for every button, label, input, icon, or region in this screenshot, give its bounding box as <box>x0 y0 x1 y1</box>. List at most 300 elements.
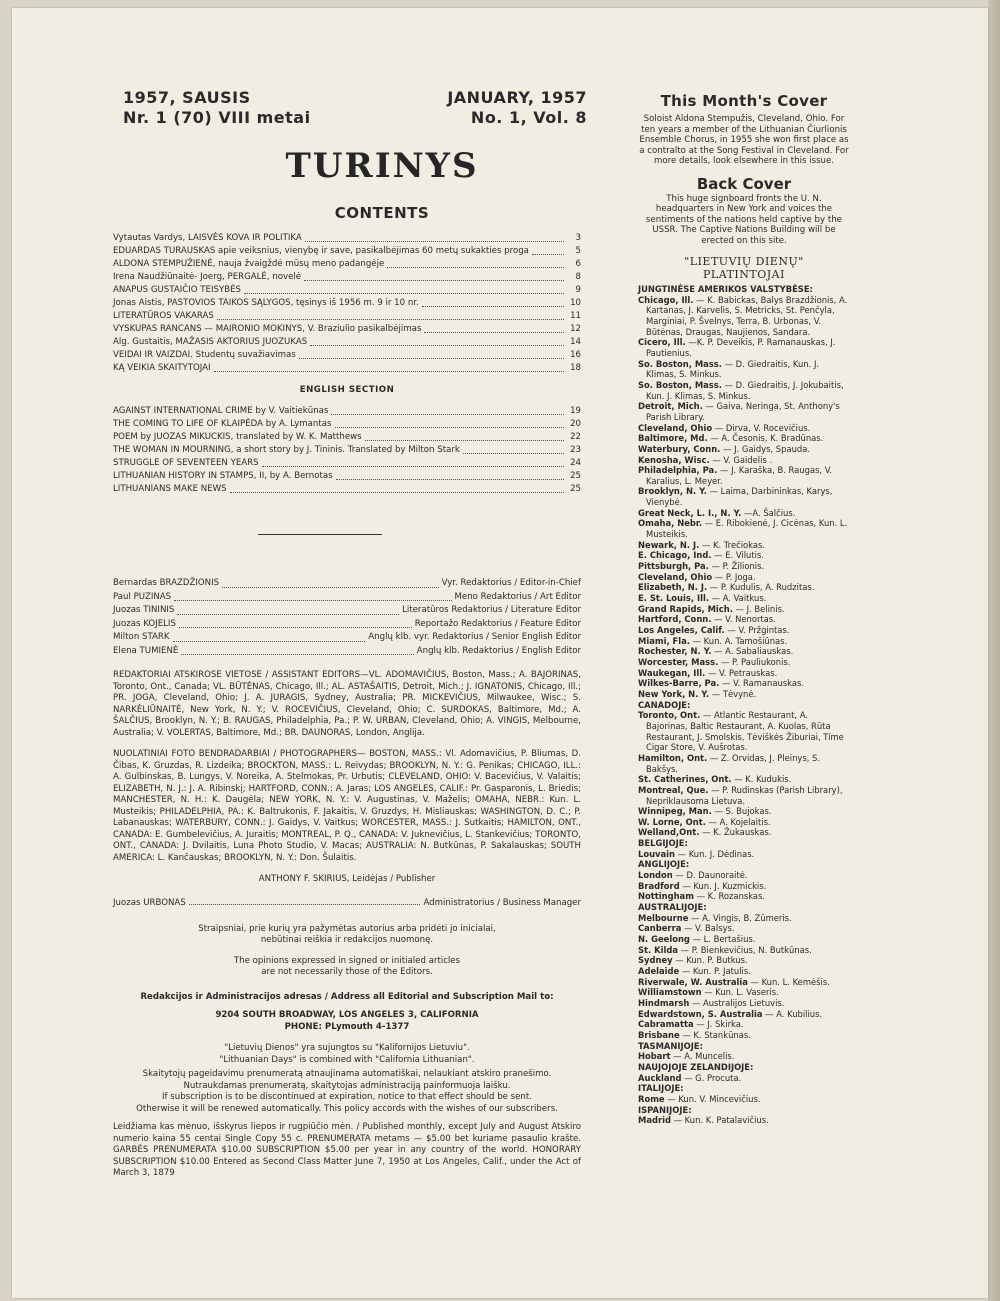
toc-entry-page: 12 <box>570 324 581 334</box>
toc-entry-page: 5 <box>575 246 581 256</box>
disclaimer-lt-line: Straipsniai, prie kurių yra pažymėtas autorius arba pridėti jo inicialai, <box>198 923 496 934</box>
disclaimer-en-line: are not necessarily those of the Editors. <box>261 967 433 977</box>
toc-entry-title: LITHUANIANS MAKE NEWS <box>113 484 227 494</box>
distributor-region: BELGIJOJE: <box>638 838 688 849</box>
distributor-city: Hartford, Conn. <box>638 614 712 625</box>
toc-entry-page: 25 <box>570 471 581 481</box>
distributor-entry <box>638 966 850 977</box>
distributor-entry <box>638 689 850 700</box>
distributor-city: Kenosha, Wisc. <box>638 454 710 465</box>
distributor-region: AUSTRALIJOJE: <box>638 902 707 913</box>
distributor-city: W. Lorne, Ont. <box>638 816 706 827</box>
distributor-city: Wilkes-Barre, Pa. <box>638 678 720 689</box>
distributor-entry <box>638 849 850 860</box>
distributor-entry <box>638 785 850 806</box>
distributor-city: Rochester, N. Y. <box>638 646 712 657</box>
distributor-city: St. Kilda <box>638 944 679 955</box>
distributor-names: — P. Joga. <box>712 571 756 582</box>
staff-role: Meno Redaktorius / Art Editor <box>454 591 581 602</box>
distributor-city: Pittsburgh, Pa. <box>638 561 709 572</box>
staff-name: Juozas KOJELIS <box>113 618 176 629</box>
cover-description: Soloist Aldona Stempužis, Cleveland, Ohio. For ten years a member of the Lithuanian Čiurlionis Ensemble Chorus, in 1955 she won first place as a contralto at the Song Festival in Cleveland. For more details, look elsewhere in this issue. <box>639 114 849 166</box>
toc-entry <box>113 232 581 245</box>
distributor-city: Philadelphia, Pa. <box>638 465 718 476</box>
disclaimer-lt-line: nebūtinai reiškia ir redakcijos nuomonę. <box>260 935 434 945</box>
distributor-city: Elizabeth, N. J. <box>638 582 708 593</box>
distributor-names: — L. Bertašius. <box>689 934 756 945</box>
leader-dots <box>299 357 564 359</box>
back-cover-heading: Back Cover <box>696 174 792 193</box>
distributor-city: Cleveland, Ohio <box>638 422 713 433</box>
distributor-names: — J. Belinis. <box>732 603 785 614</box>
distributor-city: Toronto, Ont. <box>638 710 701 721</box>
distributor-entry <box>638 806 850 817</box>
issue-date-lt: 1957, SAUSIS <box>123 88 251 107</box>
distributor-entry <box>638 572 850 583</box>
toc-entry-page: 10 <box>570 298 581 308</box>
staff-name: Paul PUZINAS <box>113 591 172 602</box>
distributor-entry <box>638 945 850 956</box>
distributors-list <box>638 284 850 1126</box>
toc-entry <box>113 483 581 496</box>
toc-entry <box>113 310 581 323</box>
distributor-entry <box>638 753 850 774</box>
back-cover-description: This huge signboard fronts the U. N. headquarters in New York and voices the sentiments of the nations held captive by the USSR. The Captive Nations Building will be erected on this site. <box>646 193 842 246</box>
distributor-entry <box>638 827 850 838</box>
cover-heading: This Month's Cover <box>660 92 828 110</box>
distributor-city: Brisbane <box>638 1029 680 1040</box>
distributor-names: — Laima, Darbininkas, Karys, Vienybė. <box>646 486 833 508</box>
distributor-entry <box>638 433 850 444</box>
toc-entry-page: 22 <box>570 432 581 442</box>
renewal-note <box>113 1069 581 1115</box>
leader-dots <box>230 491 564 493</box>
toc-entry-page: 9 <box>575 285 581 295</box>
english-section-heading: ENGLISH SECTION <box>299 385 395 395</box>
distributor-city: Cicero, Ill. <box>638 337 686 348</box>
issue-header-lithuanian <box>123 88 311 128</box>
toc-entry-title: ANAPUS GUSTAIČIO TEISYBĖS <box>113 285 241 295</box>
distributor-entry <box>638 678 850 689</box>
distributor-entry <box>638 550 850 561</box>
toc-entry <box>113 457 581 470</box>
staff-entry <box>113 577 581 591</box>
distributor-city: Worcester, Mass. <box>638 656 719 667</box>
distributor-city: Chicago, Ill. <box>638 294 694 305</box>
leader-dots <box>463 452 564 454</box>
leader-dots <box>331 413 564 415</box>
distributor-names: — P. Rudinskas (Parish Library), Nepriklausoma Lietuva. <box>646 784 843 806</box>
distributor-names: — A. Muncelis. <box>670 1051 735 1062</box>
distributor-names: — Gaiva, Neringa, St. Anthony's Parish Library. <box>646 401 840 422</box>
distributor-city: Edwardstown, S. Australia <box>638 1008 763 1019</box>
distributor-names: — V. Balsys. <box>681 923 735 934</box>
distributor-city: St. Catherines, Ont. <box>638 774 732 785</box>
distributor-names: — K. Babickas, Balys Brazdžionis, A. Kartanas, J. Karvelis, S. Metricks, St. Penčyla, Marginiai, P. Švelnys, Terra, B. Urbonas, V. Būtėnas, Draugas, Naujienos, Sandara. <box>646 294 848 337</box>
distributor-city: London <box>638 870 673 881</box>
distributor-names: — Kun. K. Patalavičius. <box>670 1115 769 1126</box>
distributor-names: — P. Pauliukonis. <box>718 656 791 667</box>
disclaimer-en-line: The opinions expressed in signed or initialed articles <box>233 955 461 966</box>
leader-dots <box>532 253 564 255</box>
distributor-city: Hamilton, Ont. <box>638 752 708 763</box>
toc-entry <box>113 336 581 349</box>
distributor-region: ITALIJOJE: <box>638 1083 684 1094</box>
toc-entry <box>113 431 581 444</box>
business-manager-name: Juozas URBONAS <box>113 897 186 908</box>
table-of-contents <box>113 232 581 375</box>
distributor-names: — A. Vingis, B. Zūmeris. <box>688 912 792 923</box>
distributor-entry <box>638 891 850 902</box>
distributor-city: New York, N. Y. <box>638 688 710 699</box>
toc-entry-page: 19 <box>570 406 581 416</box>
distributor-entry <box>638 582 850 593</box>
distributor-entry <box>638 540 850 551</box>
toc-entry <box>113 444 581 457</box>
toc-entry-page: 8 <box>575 272 581 282</box>
distributor-city: Waukegan, Ill. <box>638 667 706 678</box>
distributor-city: Hindmarsh <box>638 997 690 1008</box>
distributor-names: — V. Pržgintas. <box>724 625 790 635</box>
toc-entry <box>113 271 581 284</box>
distributor-city: Miami, Fla. <box>638 635 690 646</box>
staff-name: Juozas TININIS <box>113 605 175 615</box>
leader-dots <box>217 318 564 320</box>
leader-dots <box>179 627 412 628</box>
distributor-names: — K. Žukauskas. <box>699 827 772 838</box>
distributor-entry <box>638 1019 850 1030</box>
toc-entry-page: 14 <box>570 337 581 347</box>
toc-entry-page: 20 <box>570 419 581 429</box>
distributor-names: — K. Kudukis. <box>731 774 792 785</box>
toc-entry-page: 24 <box>570 458 581 468</box>
disclaimer-english <box>113 956 581 979</box>
disclaimer-lithuanian <box>113 924 581 947</box>
distributor-city: Riverwale, W. Australia <box>638 976 748 987</box>
publication-info: Leidžiama kas mėnuo, išskyrus liepos ir rugpiūčio mėn. / Published monthly, except July and August Atskiro numerio kaina 55 centai Single Copy 55 c. PRENUMERATA metams — $5.00 bet kuriame pasaulio krašte. GARBĖS PRENUMERATA $10.00 SUBSCRIPTION $5.00 per year in any country of the world. HONORARY SUBSCRIPTION $10.00 Entered as Second Class Matter June 7, 1950 at Los Angeles, Calif., under the Act of March 3, 1879 <box>113 1122 581 1178</box>
distributor-names: — J. Gaidys, Spauda. <box>720 443 810 454</box>
merger-note <box>113 1043 581 1066</box>
staff-role: Vyr. Redaktorius / Editor-in-Chief <box>441 578 581 588</box>
renewal-line: Otherwise it will be renewed automatically. This policy accords with the wishes of our subscribers. <box>136 1103 558 1114</box>
distributors-heading-line: "LIETUVIŲ DIENŲ" <box>684 255 804 268</box>
distributor-names: — A. Vaitkus. <box>709 593 767 604</box>
distributor-entry <box>638 710 850 753</box>
leader-dots <box>424 331 564 333</box>
distributor-city: Nottingham <box>638 891 694 902</box>
toc-entry <box>113 349 581 362</box>
distributors-heading-line: PLATINTOJAI <box>703 268 785 281</box>
leader-dots <box>173 641 366 642</box>
distributor-entry <box>638 604 850 615</box>
distributor-names: — K. Stankūnas. <box>679 1029 751 1040</box>
distributor-names: — E. Ribokienė, J. Cicėnas, Kun. L. Musteikis. <box>646 518 848 540</box>
distributor-names: — D. Giedraitis, J. Jokubaitis, Kun. J. Klimas, S. Minkus. <box>646 379 844 401</box>
toc-entry-page: 6 <box>575 259 581 269</box>
toc-entry-title: Vytautas Vardys, LAISVĖS KOVA IR POLITIKA <box>113 233 302 243</box>
distributor-city: Sydney <box>638 955 673 966</box>
distributor-names: —K. P. Deveikis, P. Ramanauskas, J. Pautienius. <box>646 337 836 358</box>
distributor-city: Auckland <box>638 1072 682 1083</box>
distributor-names: — A. Kojelaitis. <box>705 816 771 827</box>
distributor-entry <box>638 359 850 380</box>
distributor-city: Adelaide <box>638 966 680 976</box>
leader-dots <box>189 904 421 905</box>
distributor-names: — Kun. P. Jatulis. <box>679 966 751 976</box>
staff-role: Reportažo Redaktorius / Feature Editor <box>414 618 581 629</box>
distributor-entry <box>638 998 850 1009</box>
distributor-city: Melbourne <box>638 912 689 923</box>
contents-heading: CONTENTS <box>334 204 430 222</box>
distributor-names: — Tėvynė. <box>709 688 757 699</box>
distributor-region: NAUJOJOJE ZELANDIJOJE: <box>638 1061 754 1072</box>
distributor-city: Williamstown <box>638 987 702 998</box>
toc-entry-title: LITERATŪROS VAKARAS <box>113 311 214 321</box>
toc-entry-title: KĄ VEIKIA SKAITYTOJAI <box>113 363 211 373</box>
distributor-city: Bradford <box>638 880 680 891</box>
distributor-entry <box>638 646 850 657</box>
distributors-heading <box>638 255 850 281</box>
renewal-line: Nutraukdamas prenumeratą, skaitytojas administraciją painformuoja laišku. <box>183 1080 511 1091</box>
distributor-names: — G. Procuta. <box>681 1072 742 1083</box>
distributor-region: JUNGTINĖSE AMERIKOS VALSTYBĖSE: <box>638 284 813 294</box>
toc-entry-page: 18 <box>570 363 581 373</box>
toc-entry-title: EDUARDAS TURAUSKAS apie veiksnius, vienybę ir save, pasikalbėjimas 60 metų sukakties proga <box>113 246 529 256</box>
distributor-entry <box>638 561 850 572</box>
staff-role: Anglų klb. Redaktorius / English Editor <box>416 645 581 656</box>
distributor-city: Rome <box>638 1093 665 1104</box>
distributor-entry <box>638 923 850 934</box>
distributor-entry <box>638 465 850 486</box>
distributor-names: — D. Daunoraitė. <box>672 870 748 881</box>
distributor-city: Waterbury, Conn. <box>638 443 721 454</box>
toc-entry-page: 16 <box>570 350 581 360</box>
staff-name: Elena TUMIENĖ <box>113 645 179 656</box>
cover-distributors-column <box>638 92 850 1126</box>
distributor-entry <box>638 817 850 828</box>
distributor-city: Detroit, Mich. <box>638 401 703 412</box>
distributor-region: TASMANIJOJE: <box>638 1040 703 1051</box>
distributor-region: ISPANIJOJE: <box>638 1104 692 1115</box>
issue-header <box>113 88 587 130</box>
page-title: TURINYS <box>285 146 479 186</box>
distributor-city: Cleveland, Ohio <box>638 571 713 582</box>
distributor-city: Cabramatta <box>638 1019 694 1030</box>
leader-dots <box>222 587 438 588</box>
distributor-city: Hobart <box>638 1051 671 1062</box>
distributor-names: — Kun. L. Kemėšis. <box>747 976 830 987</box>
distributor-entry <box>638 977 850 988</box>
renewal-line: Skaitytojų pageidavimu prenumeratą atnaujinama automatiškai, nelaukiant atskiro pranešimo. <box>142 1069 552 1079</box>
distributor-city: So. Boston, Mass. <box>638 358 722 369</box>
distributor-entry <box>638 295 850 338</box>
toc-entry-title: STRUGGLE OF SEVENTEEN YEARS <box>113 458 259 468</box>
staff-entry <box>113 645 581 659</box>
distributor-city: Los Angeles, Calif. <box>638 625 725 635</box>
distributor-city: N. Geelong <box>638 934 690 945</box>
distributor-entry <box>638 1115 850 1126</box>
distributor-entry <box>638 614 850 625</box>
issue-date-en: JANUARY, 1957 <box>447 88 587 107</box>
distributor-names: — J. Skirka. <box>693 1019 744 1030</box>
distributor-city: Winnipeg, Man. <box>638 806 712 817</box>
distributor-city: Montreal, Que. <box>638 784 709 795</box>
distributor-names: — Kun. P. Butkus. <box>672 955 748 966</box>
distributor-entry <box>638 774 850 785</box>
publisher: ANTHONY F. SKIRIUS, Leidėjas / Publisher <box>258 874 436 884</box>
distributor-city: Louvain <box>638 848 675 859</box>
distributor-names: — K. Trečiokas. <box>699 539 766 550</box>
issue-number-lt: Nr. 1 (70) VIII metai <box>123 108 311 127</box>
distributor-city: Canberra <box>638 923 682 934</box>
toc-entry-title: VYSKUPAS RANCANS — MAIRONIO MOKINYS, V. Braziulio pasikalbėjimas <box>113 324 422 334</box>
distributor-entry <box>638 486 850 507</box>
business-manager <box>113 898 581 908</box>
toc-entry <box>113 405 581 418</box>
distributor-entry <box>638 636 850 647</box>
toc-entry-title: THE WOMAN IN MOURNING, a short story by J. Tininis. Translated by Milton Stark <box>113 445 460 455</box>
distributor-entry <box>638 625 850 636</box>
contents-column <box>113 88 587 1180</box>
staff-entry <box>113 604 581 618</box>
distributor-names: — V. Nenortas. <box>711 614 776 625</box>
distributor-entry <box>638 1051 850 1062</box>
distributor-entry <box>638 455 850 466</box>
distributor-entry <box>638 1030 850 1041</box>
toc-entry <box>113 297 581 310</box>
distributor-city: Welland,Ont. <box>638 827 700 838</box>
toc-entry <box>113 245 581 258</box>
toc-entry-title: ALDONA STEMPUŽIENĖ, nauja žvaigždė mūsų meno padangėje <box>113 259 385 269</box>
distributor-city: Grand Rapids, Mich. <box>638 603 733 614</box>
distributor-city: Newark, N. J. <box>638 539 700 550</box>
distributor-names: — V. Gaidelis . <box>709 454 773 465</box>
editorial-staff <box>113 577 581 658</box>
leader-dots <box>262 465 564 467</box>
distributor-names: — S. Bujokas. <box>711 806 772 817</box>
staff-role: Anglų klb. vyr. Redaktorius / Senior English Editor <box>368 632 581 642</box>
distributor-names: — Kun. J. Dėdinas. <box>675 848 755 859</box>
distributor-city: Madrid <box>638 1115 671 1126</box>
distributor-entry <box>638 934 850 945</box>
distributor-names: — Australijos Lietuvis. <box>689 997 785 1008</box>
staff-role: Literatūros Redaktorius / Literature Editor <box>402 605 581 615</box>
leader-dots <box>365 439 564 441</box>
distributor-names: — P. Bienkevičius, N. Butkūnas. <box>678 944 812 955</box>
distributor-names: — Kun. A. Tamošiūnas. <box>689 635 788 646</box>
distributor-names: — Kun. V. Mincevičius. <box>664 1093 761 1104</box>
distributor-names: — V. Petrauskas. <box>705 667 778 678</box>
distributor-entry <box>638 508 850 519</box>
distributor-names: — A. Česonis, K. Bradūnas. <box>707 433 824 444</box>
distributor-city: So. Boston, Mass. <box>638 379 722 390</box>
distributor-names: — V. Ramanauskas. <box>719 678 804 689</box>
address-heading: Redakcijos ir Administracijos adresas / Address all Editorial and Subscription Mail to: <box>140 991 554 1002</box>
leader-dots <box>387 266 564 268</box>
toc-entry-page: 23 <box>570 445 581 455</box>
toc-entry-title: Irena Naudžiūnaitė- Joerg, PERGALĖ, novelė <box>113 272 302 282</box>
distributor-names: — Dirva, V. Rocevičius. <box>712 422 811 433</box>
distributor-entry <box>638 593 850 604</box>
distributor-city: E. St. Louis, Ill. <box>638 593 709 604</box>
distributor-names: — Z. Orvidas, J. Pleinys, S. Bakšys. <box>646 752 821 774</box>
assistant-editors: REDAKTORIAI ATSKIROSE VIETOSE / ASSISTANT EDITORS—VL. ADOMAVIČIUS, Boston, Mass.; A. BAJORINAS, Toronto, Ont., Canada; VL. BŪTĖNAS, Chicago, Ill.; AL. ASTAŠAITIS, Detroit, Mich.; J. IGNATONIS, Chicago, Ill.; PR. JOGA, Cleveland, Ohio; J. A. JURAGIS, Sydney, Australia; PR. MICKEVIČIUS, Milwaukee, Wisc.; S. NARKĖLIŪNAITĖ, New York, N. Y.; V. ROCEVIČIUS, Cleveland, Ohio; C. SURDOKAS, Baltimore, Md.; A. ŠALČIUS, Brooklyn, N. Y.; B. RAUGAS, Philadelphia, Pa.; P. W. URBAN, Cleveland, Ohio; A. VINGIS, Melbourne, Australia; V. VOLERTAS, Baltimore, Md.; BR. DAUNORAS, London, Anglija. <box>113 670 581 738</box>
staff-entry <box>113 618 581 632</box>
leader-dots <box>336 478 564 480</box>
distributor-entry <box>638 668 850 679</box>
distributor-city: Baltimore, Md. <box>638 433 708 444</box>
distributor-entry <box>638 444 850 455</box>
distributor-city: Brooklyn, N. Y. <box>638 486 707 497</box>
distributor-names: — P. Žilionis. <box>708 561 765 572</box>
distributor-region: CANADOJE: <box>638 699 691 710</box>
page-edge-shadow <box>988 0 1000 1301</box>
toc-entry <box>113 470 581 483</box>
leader-dots <box>244 292 564 294</box>
toc-entry-title: VEIDAI IR VAIZDAI. Studentų suvažiavimas <box>113 350 296 360</box>
distributor-city: Omaha, Nebr. <box>638 518 703 529</box>
distributor-names: — E. Vilutis. <box>711 550 764 561</box>
toc-entry-title: LITHUANIAN HISTORY IN STAMPS, II, by A. Bernotas <box>113 471 333 481</box>
distributor-entry <box>638 518 850 539</box>
leader-dots <box>174 600 451 601</box>
toc-entry-title: Jonas Aistis, PASTOVIOS TAIKOS SĄLYGOS, tęsinys iš 1956 m. 9 ir 10 nr. <box>113 298 419 308</box>
distributor-names: —A. Šalčius. <box>741 507 796 518</box>
renewal-line: If subscription is to be discontinued at expiration, notice to that effect should be sent. <box>162 1092 532 1102</box>
distributor-entry <box>638 401 850 422</box>
distributor-entry <box>638 1094 850 1105</box>
photographers: NUOLATINIAI FOTO BENDRADARBIAI / PHOTOGRAPHERS— BOSTON, MASS.: Vl. Adomavičius, P. Bliumas, D. Čibas, K. Gruzdas, R. Lizdeika; BROCKTON, MASS.: L. Reivydas; BROOKLYN, N. Y.: G. Penikas; CHICAGO, ILL.: A. Gulbinskas, B. Lungys, V. Noreika, A. Stelmokas, Pr. Urbutis; CLEVELAND, OHIO: V. Bacevičius, V. Valaitis; ELIZABETH, N. J.: J. A. Ribinskį; HARTFORD, CONN.: A. Jaras; LOS ANGELES, CALIF.: Pr. Gasparonis, L. Briedis; MANCHESTER, N. H.: K. Daugėla; NEW YORK, N. Y.: V. Augustinas, V. Maželis; OMAHA, NEBR.: Kun. L. Musteikis; PHILADELPHIA, PA.: K. Baltrukonis, F. Jakaitis, V. Gruzdys, H. Misliauskas; WASHINGTON, D. C.; P. Labanauskas; WATERBURY, CONN.: J. Gaidys, V. Vaitkus; WORCESTER, MASS.: J. Sutkaitis; HAMILTON, ONT., CANADA: E. Gumbelevičius, A. Juraitis; MONTREAL, P. Q., CANADA: V. Juknevičius, L. Stankevičius; TORONTO, ONT., CANADA: J. Dvilaitis, Luna Photo Studio, V. Macas; AUSTRALIA: N. Butkūnas, P. Sakalauskas; SOUTH AMERICA: L. Kančauskas; BROOKLYN, N. Y.: Don. Šulaitis. <box>113 749 581 863</box>
toc-entry <box>113 362 581 375</box>
distributor-names: — Kun. L. Vaseris. <box>701 987 779 998</box>
toc-entry <box>113 284 581 297</box>
distributor-names: — P. Kudulis, A. Rudzitas. <box>707 582 815 593</box>
staff-name: Milton STARK <box>113 632 170 642</box>
merger-line: "Lithuanian Days" is combined with "California Lithuanian". <box>219 1054 475 1065</box>
toc-entry-title: Alg. Gustaitis, MAŽASIS AKTORIUS JUOZUKAS <box>113 337 308 347</box>
distributor-entry <box>638 881 850 892</box>
distributor-entry <box>638 1073 850 1084</box>
phone: PHONE: PLymouth 4-1377 <box>284 1021 410 1032</box>
leader-dots <box>335 426 565 428</box>
distributor-entry <box>638 955 850 966</box>
distributor-entry <box>638 987 850 998</box>
leader-dots <box>181 654 413 655</box>
distributor-city: Great Neck, L. I., N. Y. <box>638 507 742 518</box>
staff-entry <box>113 591 581 605</box>
leader-dots <box>214 370 564 372</box>
distributor-names: — Atlantic Restaurant, A. Bajorinas, Baltic Restaurant, A. Kuolas, Rūta Restaurant, J. Smolskis, Tėviškės Žiburiai, Time Cigar Store, V. Aušrotas. <box>646 710 844 753</box>
distributor-entry <box>638 657 850 668</box>
divider <box>258 534 382 535</box>
leader-dots <box>305 240 564 242</box>
distributor-city: E. Chicago, Ind. <box>638 550 712 561</box>
distributor-names: — A. Kubilius. <box>762 1008 823 1019</box>
distributor-names: — J. Karaška, B. Raugas, V. Karalius, L. Meyer. <box>646 465 833 486</box>
leader-dots <box>310 344 564 346</box>
distributor-entry <box>638 337 850 358</box>
toc-entry <box>113 418 581 431</box>
distributor-names: — A. Sabaliauskas. <box>711 646 794 657</box>
staff-name: Bernardas BRAZDŽIONIS <box>113 578 220 588</box>
leader-dots <box>422 305 564 307</box>
distributor-entry <box>638 423 850 434</box>
distributor-region: ANGLIJOJE: <box>638 859 690 870</box>
distributor-names: — K. Rozanskas. <box>693 891 766 902</box>
address: 9204 SOUTH BROADWAY, LOS ANGELES 3, CALIFORNIA <box>215 1010 479 1020</box>
distributor-names: — D. Giedraitis, Kun. J. Klimas, S. Minkus. <box>646 358 820 380</box>
toc-entry-page: 25 <box>570 484 581 494</box>
